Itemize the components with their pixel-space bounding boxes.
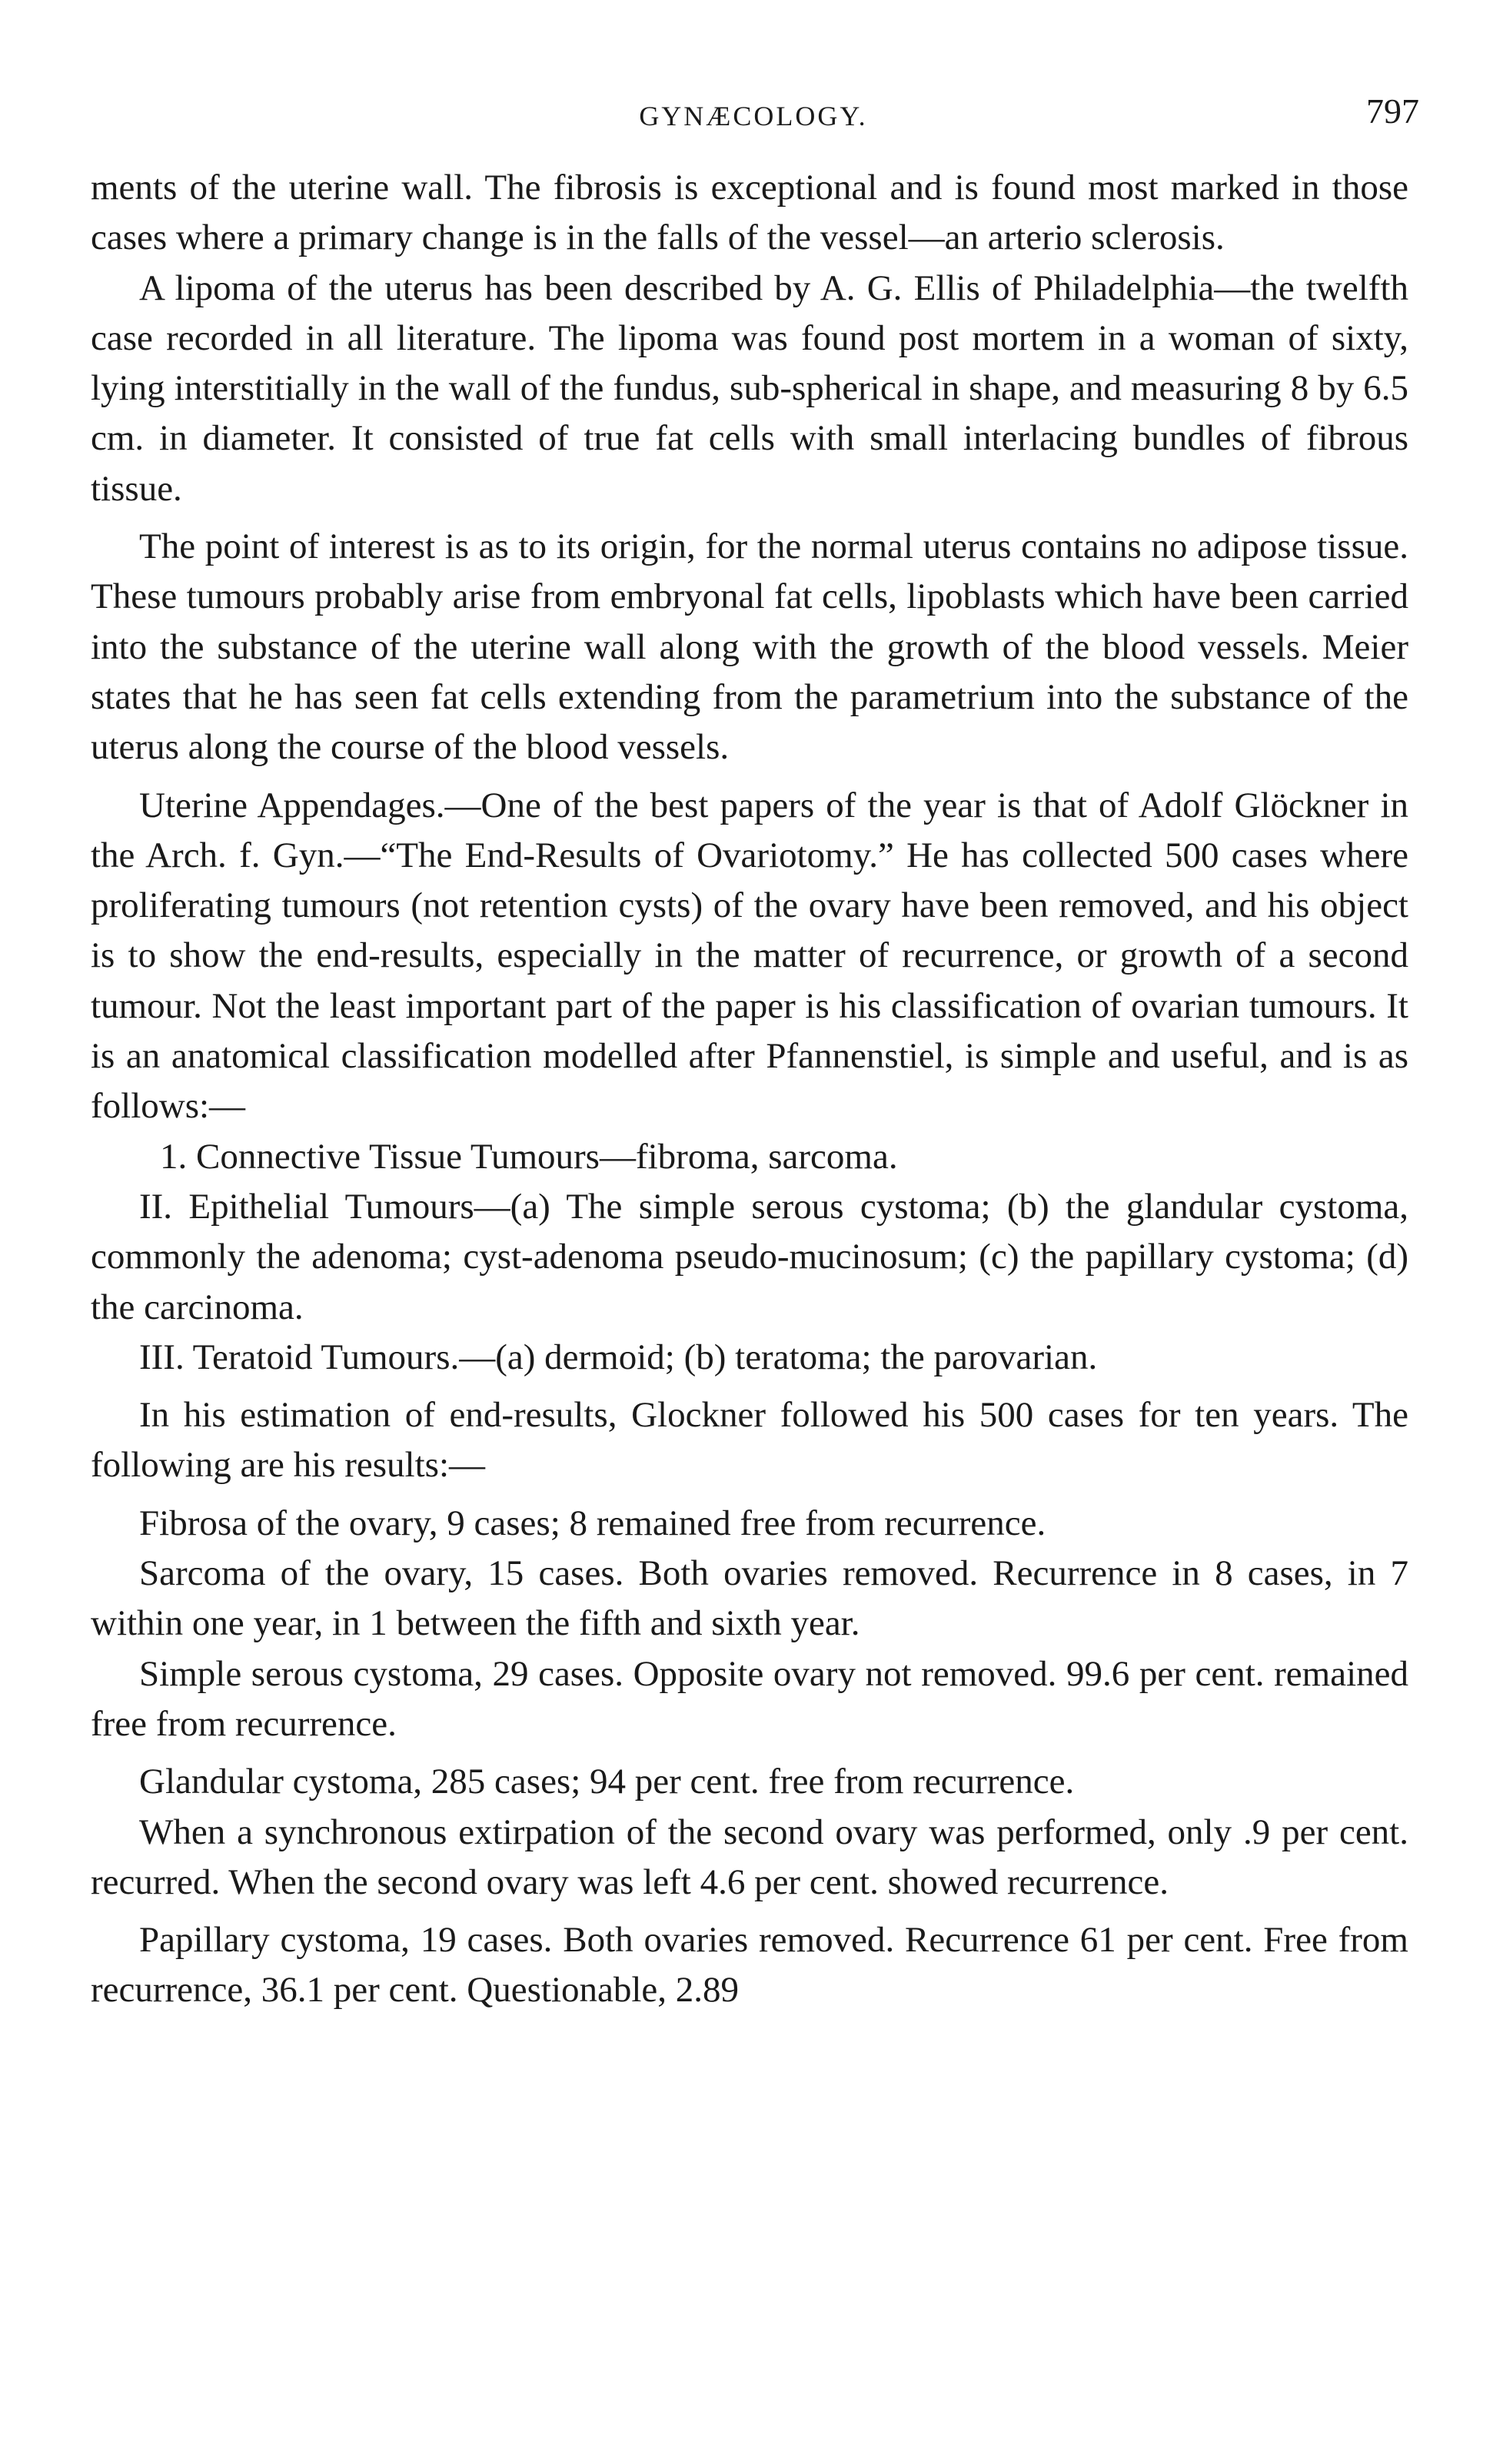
result-glandular-cystoma: Glandular cystoma, 285 cases; 94 per cent. free from recurrence. [139, 1762, 1075, 1802]
paragraph-lipoma: A lipoma of the uterus has been described by A. G. Ellis of Philadelphia—the twelfth case recorded in all literature. The lipoma was found post mortem in a woman of sixty, lying interstitially in the wall of the fundus, sub-spherical in shape, and measuring 8 by 6.5 cm. in diameter. It consisted of true fat cells with small interlacing bundles of fibrous tissue. [91, 267, 1408, 509]
result-fibrosa: Fibrosa of the ovary, 9 cases; 8 remained free from recurrence. [139, 1503, 1046, 1543]
classification-item-3: III. Teratoid Tumours.—(a) dermoid; (b) teratoma; the parovarian. [139, 1337, 1098, 1377]
running-head [92, 91, 1419, 137]
page-number: 797 [1366, 91, 1419, 131]
paragraph-origin: The point of interest is as to its origin, for the normal uterus contains no adipose tissue. These tumours probably arise from embryonal fat cells, lipoblasts which have been carried into the substance of the uterine wall along with the growth of the blood vessels. Meier states that he has seen fat cells extending from the parametrium into the substance of the uterus along the course of the blood vessels. [91, 526, 1408, 768]
classification-item-1: 1. Connective Tissue Tumours—fibroma, sarcoma. [160, 1136, 898, 1177]
paragraph-continuation: ments of the uterine wall. The fibrosis is exceptional and is found most marked in those cases where a primary change is in the falls of the vessel—an arterio sclerosis. [91, 168, 1408, 258]
result-papillary-cystoma: Papillary cystoma, 19 cases. Both ovaries removed. Recurrence 61 per cent. Free from recurrence, 36.1 per cent. Questionable, 2.89 [91, 1920, 1408, 2011]
classification-item-2: II. Epithelial Tumours—(a) The simple serous cystoma; (b) the glandular cystoma, commonly the adenoma; cyst-adenoma pseudo-mucinosum; (c) the papillary cystoma; (d) the carcinoma. [91, 1186, 1408, 1327]
result-synchronous-extirpation: When a synchronous extirpation of the second ovary was performed, only .9 per cent. recurred. When the second ovary was left 4.6 per cent. showed recurrence. [91, 1811, 1408, 1902]
body-text [91, 163, 1408, 2016]
result-sarcoma: Sarcoma of the ovary, 15 cases. Both ovaries removed. Recurrence in 8 cases, in 7 within one year, in 1 between the fifth and sixth year. [91, 1553, 1408, 1644]
paragraph-end-results: In his estimation of end-results, Glockner followed his 500 cases for ten years. The following are his results:— [91, 1395, 1408, 1486]
paragraph-uterine-appendages: Uterine Appendages.—One of the best papers of the year is that of Adolf Glöckner in the Arch. f. Gyn.—“The End-Results of Ovariotomy.” He has collected 500 cases where proliferating tumours (not retention cysts) of the ovary have been removed, and his object is to show the end-results, especially in the matter of recurrence, or growth of a second tumour. Not the least important part of the paper is his classification of ovarian tumours. It is an anatomical classification modelled after Pfannenstiel, is simple and useful, and is as follows:— [91, 785, 1408, 1127]
running-title: GYNÆCOLOGY. [639, 101, 868, 131]
result-simple-serous-cystoma: Simple serous cystoma, 29 cases. Opposite ovary not removed. 99.6 per cent. remained free from recurrence. [91, 1653, 1408, 1744]
